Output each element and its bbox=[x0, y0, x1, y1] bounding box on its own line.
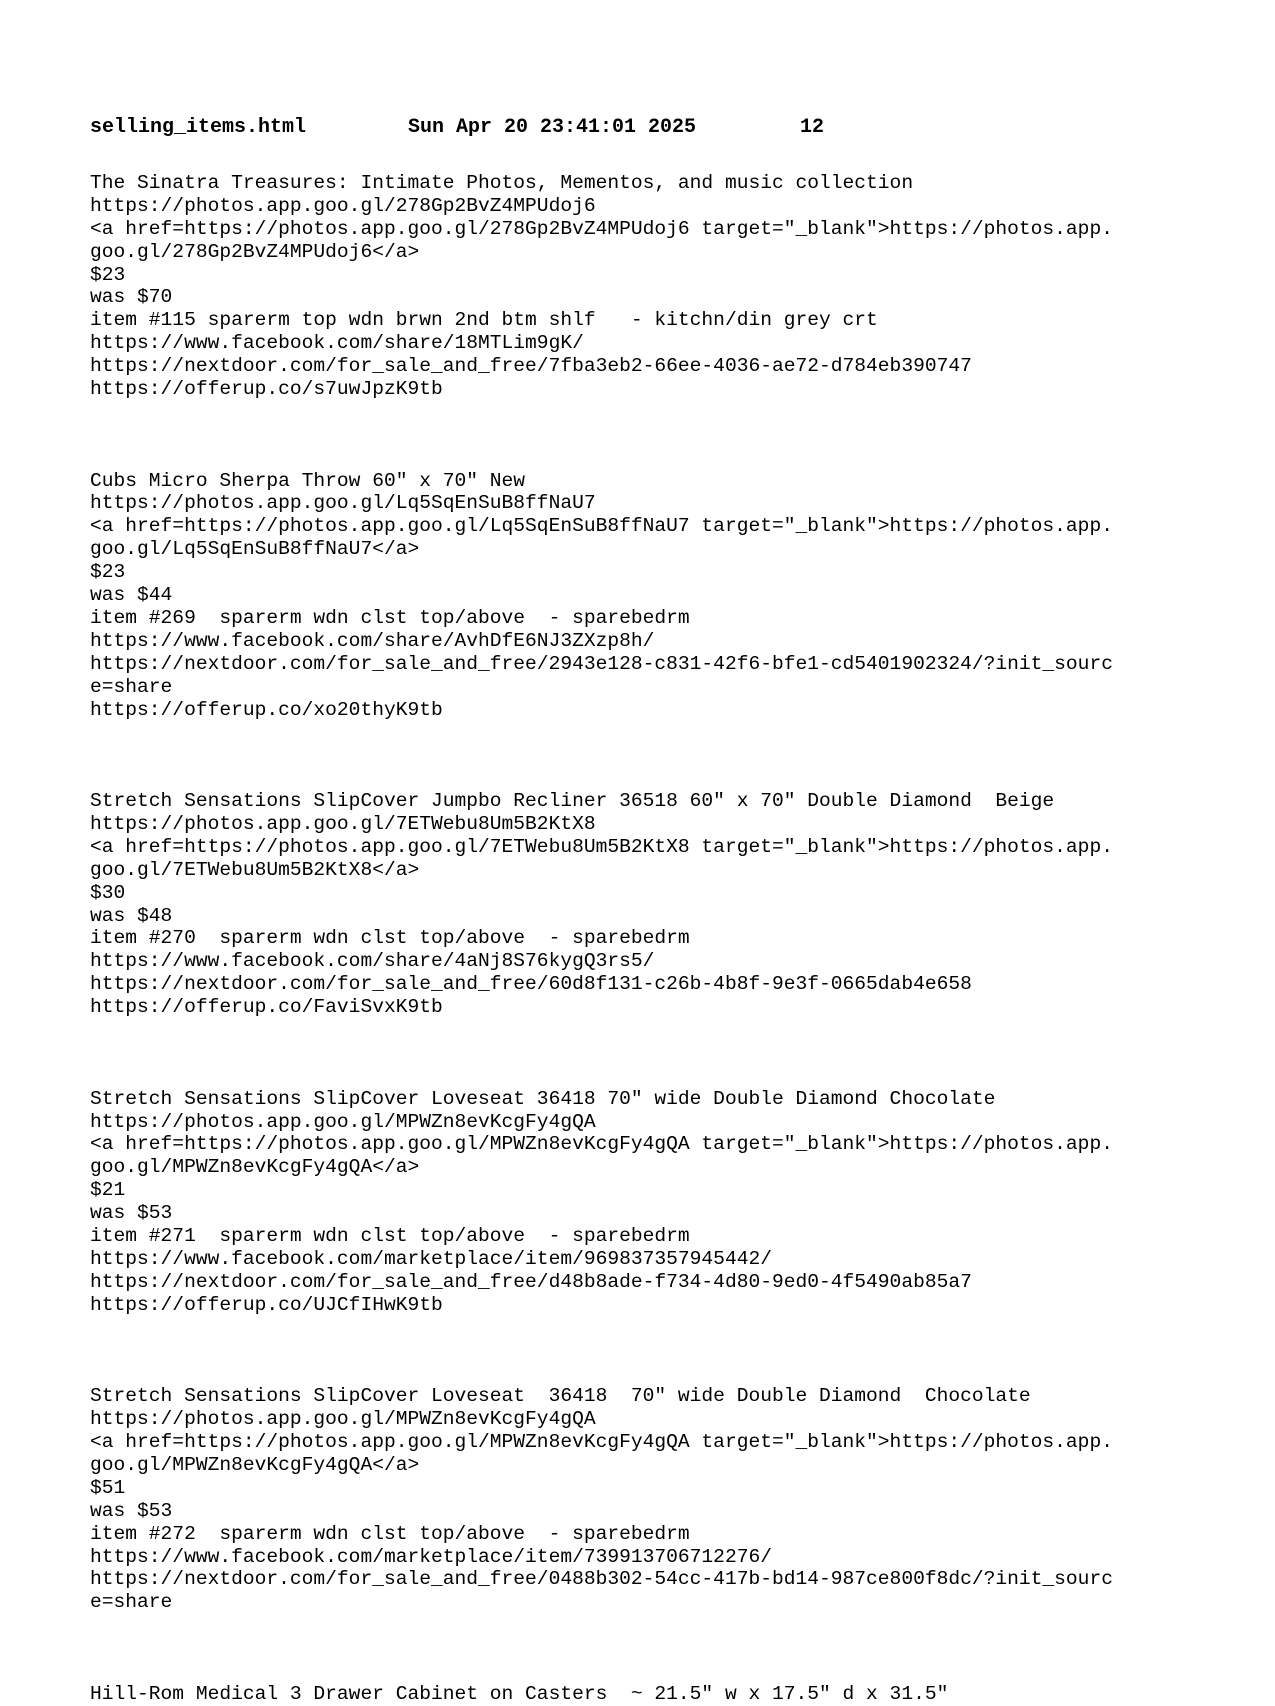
listing-item bbox=[90, 790, 1113, 1019]
header-datetime: Sun Apr 20 23:41:01 2025 bbox=[408, 116, 697, 139]
listing-line: https://offerup.co/FaviSvxK9tb bbox=[90, 996, 443, 1019]
listing-line: https://photos.app.goo.gl/MPWZn8evKcgFy4gQA bbox=[90, 1110, 596, 1133]
item-separator bbox=[90, 1317, 1113, 1386]
item-separator bbox=[90, 1614, 1113, 1683]
listing-line: https://photos.app.goo.gl/278Gp2BvZ4MPUdoj6 bbox=[90, 194, 596, 217]
listing-line: $30 bbox=[90, 881, 126, 904]
listing-line: was $53 bbox=[90, 1202, 173, 1225]
listing-line: <a href=https://photos.app.goo.gl/278Gp2BvZ4MPUdoj6 target="_blank">https://photos.app. bbox=[90, 217, 1113, 240]
listing-line: https://photos.app.goo.gl/MPWZn8evKcgFy4gQA bbox=[90, 1408, 596, 1431]
listing-line: $51 bbox=[90, 1476, 126, 1499]
listing-line: https://www.facebook.com/share/18MTLim9gK/ bbox=[90, 332, 584, 355]
listing-line: e=share bbox=[90, 675, 173, 698]
listing-content bbox=[90, 172, 1113, 1706]
listing-line: <a href=https://photos.app.goo.gl/7ETWebu8Um5B2KtX8 target="_blank">https://photos.app. bbox=[90, 835, 1113, 858]
listing-line: e=share bbox=[90, 1591, 173, 1614]
listing-line: https://photos.app.goo.gl/Lq5SqEnSuB8ffNaU7 bbox=[90, 492, 596, 515]
listing-line: item #270 sparerm wdn clst top/above - sparebedrm bbox=[90, 927, 690, 950]
listing-line: goo.gl/MPWZn8evKcgFy4gQA</a> bbox=[90, 1453, 420, 1476]
item-separator bbox=[90, 721, 1113, 790]
listing-line: https://nextdoor.com/for_sale_and_free/2943e128-c831-42f6-bfe1-cd5401902324/?init_sourc bbox=[90, 652, 1113, 675]
listing-line: https://nextdoor.com/for_sale_and_free/0488b302-54cc-417b-bd14-987ce800f8dc/?init_sourc bbox=[90, 1568, 1113, 1591]
listing-line: Stretch Sensations SlipCover Loveseat 36418 70" wide Double Diamond Chocolate bbox=[90, 1087, 996, 1110]
listing-line: was $70 bbox=[90, 286, 173, 309]
listing-line: https://offerup.co/UJCfIHwK9tb bbox=[90, 1293, 443, 1316]
listing-line: goo.gl/7ETWebu8Um5B2KtX8</a> bbox=[90, 858, 420, 881]
listing-line: item #271 sparerm wdn clst top/above - sparebedrm bbox=[90, 1225, 690, 1248]
listing-line: https://www.facebook.com/marketplace/item/739913706712276/ bbox=[90, 1545, 772, 1568]
item-separator bbox=[90, 1019, 1113, 1088]
listing-line: https://photos.app.goo.gl/7ETWebu8Um5B2KtX8 bbox=[90, 812, 596, 835]
listing-line: https://nextdoor.com/for_sale_and_free/7fba3eb2-66ee-4036-ae72-d784eb390747 bbox=[90, 355, 972, 378]
listing-line: goo.gl/MPWZn8evKcgFy4gQA</a> bbox=[90, 1156, 420, 1179]
listing-line: Stretch Sensations SlipCover Loveseat 36418 70" wide Double Diamond Chocolate bbox=[90, 1385, 1031, 1408]
listing-line: <a href=https://photos.app.goo.gl/Lq5SqEnSuB8ffNaU7 target="_blank">https://photos.app. bbox=[90, 515, 1113, 538]
header-page-number: 12 bbox=[800, 116, 825, 139]
page-header bbox=[90, 116, 824, 140]
listing-line: https://www.facebook.com/share/AvhDfE6NJ3ZXzp8h/ bbox=[90, 629, 655, 652]
listing-line: was $44 bbox=[90, 584, 173, 607]
listing-line: $23 bbox=[90, 561, 126, 584]
listing-line: https://nextdoor.com/for_sale_and_free/d48b8ade-f734-4d80-9ed0-4f5490ab85a7 bbox=[90, 1270, 972, 1293]
listing-line: Hill-Rom Medical 3 Drawer Cabinet on Casters ~ 21.5" w x 17.5" d x 31.5" bbox=[90, 1682, 949, 1705]
listing-line: was $48 bbox=[90, 904, 173, 927]
listing-line: <a href=https://photos.app.goo.gl/MPWZn8evKcgFy4gQA target="_blank">https://photos.app. bbox=[90, 1133, 1113, 1156]
listing-line: <a href=https://photos.app.goo.gl/MPWZn8evKcgFy4gQA target="_blank">https://photos.app. bbox=[90, 1431, 1113, 1454]
listing-line: $23 bbox=[90, 263, 126, 286]
listing-line: https://offerup.co/s7uwJpzK9tb bbox=[90, 378, 443, 401]
listing-item bbox=[90, 172, 1113, 401]
listing-line: https://nextdoor.com/for_sale_and_free/60d8f131-c26b-4b8f-9e3f-0665dab4e658 bbox=[90, 973, 972, 996]
listing-line: https://offerup.co/xo20thyK9tb bbox=[90, 698, 443, 721]
item-separator bbox=[90, 401, 1113, 470]
header-filename: selling_items.html bbox=[90, 116, 307, 139]
listing-item bbox=[90, 1683, 1113, 1706]
listing-line: was $53 bbox=[90, 1499, 173, 1522]
listing-line: https://www.facebook.com/share/4aNj8S76kygQ3rs5/ bbox=[90, 950, 655, 973]
listing-line: https://www.facebook.com/marketplace/item/969837357945442/ bbox=[90, 1247, 772, 1270]
listing-line: goo.gl/Lq5SqEnSuB8ffNaU7</a> bbox=[90, 538, 420, 561]
listing-item bbox=[90, 1385, 1113, 1614]
listing-line: Stretch Sensations SlipCover Jumpbo Recliner 36518 60" x 70" Double Diamond Beige bbox=[90, 790, 1055, 813]
listing-line: item #115 sparerm top wdn brwn 2nd btm shlf - kitchn/din grey crt bbox=[90, 309, 878, 332]
listing-line: Cubs Micro Sherpa Throw 60" x 70" New bbox=[90, 469, 526, 492]
listing-line: $21 bbox=[90, 1179, 126, 1202]
listing-line: item #272 sparerm wdn clst top/above - sparebedrm bbox=[90, 1522, 690, 1545]
listing-item bbox=[90, 1088, 1113, 1317]
listing-line: The Sinatra Treasures: Intimate Photos, Mementos, and music collection bbox=[90, 172, 914, 194]
listing-line: item #269 sparerm wdn clst top/above - sparebedrm bbox=[90, 606, 690, 629]
listing-line: goo.gl/278Gp2BvZ4MPUdoj6</a> bbox=[90, 240, 420, 263]
listing-item bbox=[90, 470, 1113, 722]
